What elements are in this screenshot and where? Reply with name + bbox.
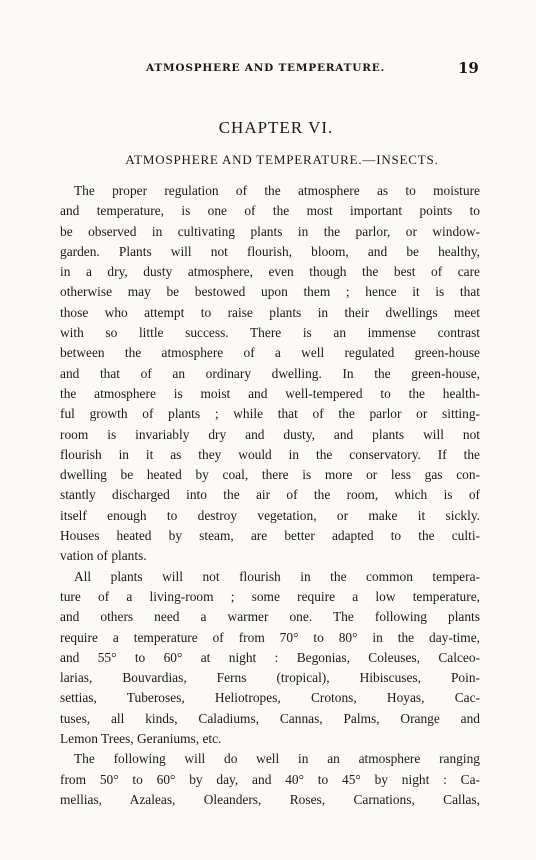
text-line: The following will do well in an atmosphere ranging xyxy=(74,751,480,767)
text-line: ful growth of plants ; while that of the parlor or sitting- xyxy=(60,406,480,422)
text-line: Lemon Trees, Geraniums, etc. xyxy=(60,731,222,747)
text-line: the atmosphere is moist and well-tempered to the health- xyxy=(60,385,480,401)
text-line: tuses, all kinds, Caladiums, Cannas, Palms, Orange and xyxy=(60,710,480,726)
text-line: dwelling be heated by coal, there is more or less gas con- xyxy=(60,467,480,483)
chapter-subtitle: ATMOSPHERE AND TEMPERATURE.—INSECTS. xyxy=(125,152,439,167)
text-line: flourish in it as they would in the conservatory. If the xyxy=(60,446,480,462)
page-number: 19 xyxy=(458,59,479,77)
text-line: be observed in cultivating plants in the parlor, or window- xyxy=(60,223,480,239)
text-line: garden. Plants will not flourish, bloom, and be healthy, xyxy=(60,243,480,259)
text-line: from 50° to 60° by day, and 40° to 45° by night : Ca- xyxy=(60,771,480,787)
text-line: All plants will not flourish in the common tempera- xyxy=(74,568,480,584)
text-line: with so little success. There is an immense contrast xyxy=(60,325,480,341)
text-line: vation of plants. xyxy=(60,548,147,564)
text-line: Houses heated by steam, are better adapted to the culti- xyxy=(60,528,480,544)
body-text xyxy=(60,181,480,810)
text-line: and others need a warmer one. The following plants xyxy=(60,609,480,625)
text-line: ture of a living-room ; some require a low temperature, xyxy=(60,588,480,604)
running-head: ATMOSPHERE AND TEMPERATURE. xyxy=(146,62,386,74)
text-line: itself enough to destroy vegetation, or make it sickly. xyxy=(60,507,480,523)
text-line: and 55° to 60° at night : Begonias, Coleuses, Calceo- xyxy=(60,649,480,665)
text-line: and temperature, is one of the most important points to xyxy=(60,203,480,219)
text-line: require a temperature of from 70° to 80° in the day-time, xyxy=(60,629,480,645)
text-line: larias, Bouvardias, Ferns (tropical), Hibiscuses, Poin- xyxy=(60,670,480,686)
text-line: The proper regulation of the atmosphere as to moisture xyxy=(74,183,480,198)
text-line: in a dry, dusty atmosphere, even though the best of care xyxy=(60,264,480,280)
text-line: settias, Tuberoses, Heliotropes, Crotons, Hoyas, Cac- xyxy=(60,690,480,706)
text-line: mellias, Azaleas, Oleanders, Roses, Carnations, Callas, xyxy=(60,791,480,807)
chapter-title: CHAPTER VI. xyxy=(218,118,334,137)
text-line: and that of an ordinary dwelling. In the green-house, xyxy=(60,365,480,381)
text-line: room is invariably dry and dusty, and plants will not xyxy=(60,426,480,442)
text-line: between the atmosphere of a well regulated green-house xyxy=(60,345,480,361)
text-line: those who attempt to raise plants in their dwellings meet xyxy=(60,304,480,320)
text-line: otherwise may be bestowed upon them ; hence it is that xyxy=(60,284,480,300)
text-line: stantly discharged into the air of the room, which is of xyxy=(60,487,480,503)
